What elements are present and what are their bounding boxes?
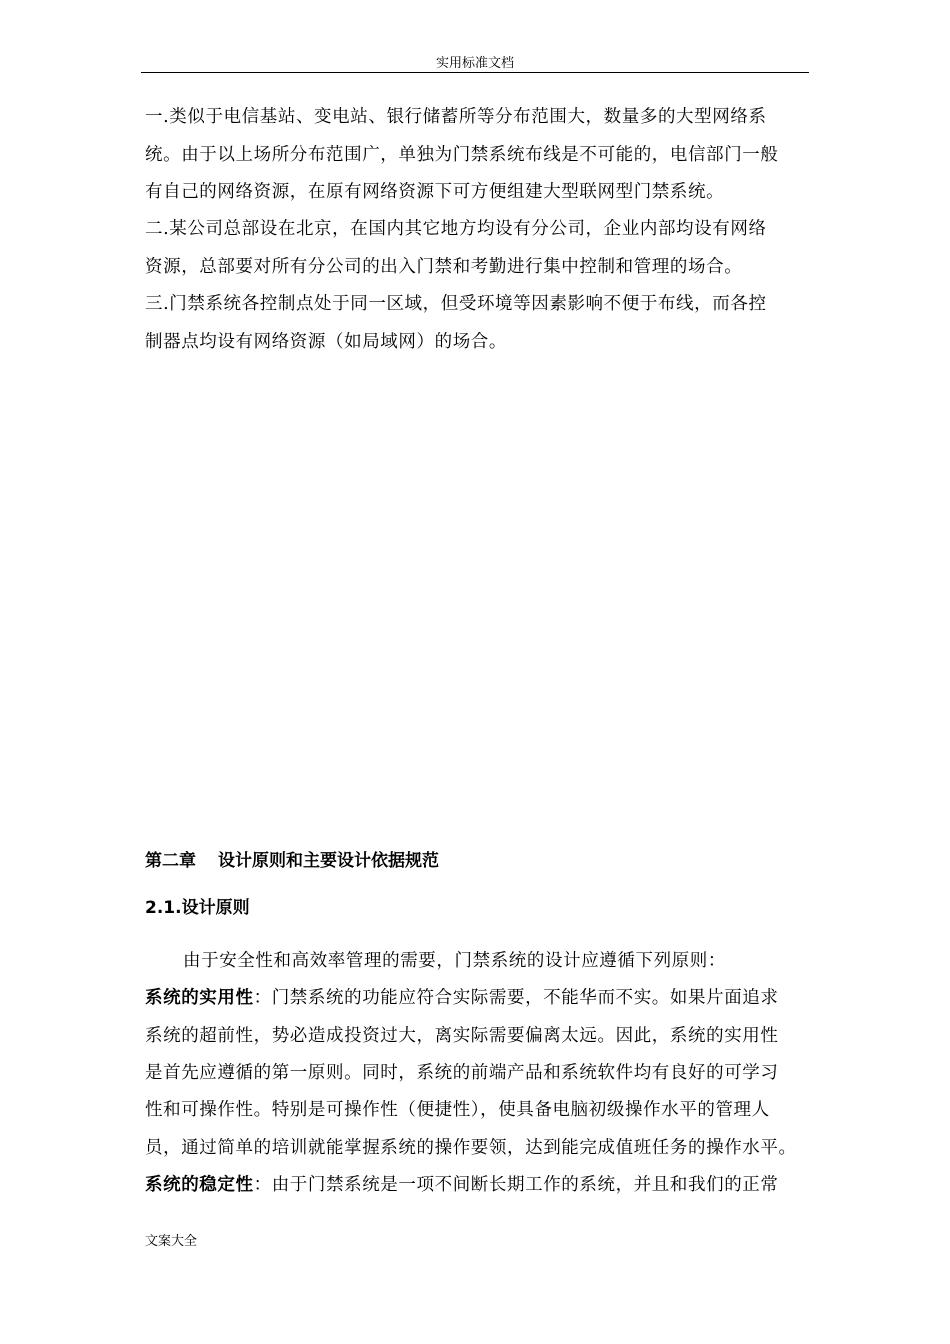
principles-intro: 由于安全性和高效率管理的需要，门禁系统的设计应遵循下列原则： (183, 951, 726, 971)
practicality-line-3: 是首先应遵循的第一原则。同时，系统的前端产品和系统软件均有良好的可学习 (145, 1063, 779, 1083)
practicality-line-2: 系统的超前性，势必造成投资过大，离实际需要偏离太远。因此，系统的实用性 (145, 1026, 779, 1046)
practicality-label: 系统的实用性 (145, 988, 254, 1008)
chapter-number: 第二章 (145, 851, 196, 871)
stability-text: ：由于门禁系统是一项不间断长期工作的系统，并且和我们的正常 (253, 1175, 779, 1195)
chapter-title: 设计原则和主要设计依据规范 (218, 851, 439, 871)
header-rule (141, 72, 809, 73)
stability-paragraph-first-line (145, 1174, 825, 1196)
intro-line-1: 一.类似于电信基站、变电站、银行储蓄所等分布范围大，数量多的大型网络系 (145, 107, 767, 127)
intro-line-6: 三.门禁系统各控制点处于同一区域，但受环境等因素影响不便于布线，而各控 (145, 294, 767, 314)
section-heading: 2.1.设计原则 (145, 898, 250, 918)
chapter-heading (145, 850, 439, 872)
practicality-line-4: 性和可操作性。特别是可操作性（便捷性），使具备电脑初级操作水平的管理人 (145, 1100, 770, 1120)
intro-line-3: 有自己的网络资源，在原有网络资源下可方便组建大型联网型门禁系统。 (145, 182, 725, 202)
intro-line-4: 二.某公司总部设在北京，在国内其它地方均设有分公司，企业内部均设有网络 (145, 219, 767, 239)
intro-line-7: 制器点均设有网络资源（如局域网）的场合。 (145, 332, 507, 352)
practicality-line-5: 员，通过简单的培训就能掌握系统的操作要领，达到能完成值班任务的操作水平。 (145, 1138, 797, 1158)
page-header: 实用标准文档 (435, 56, 514, 71)
intro-line-5: 资源，总部要对所有分公司的出入门禁和考勤进行集中控制和管理的场合。 (145, 257, 743, 277)
page-footer: 文案大全 (145, 1234, 198, 1249)
practicality-paragraph-first-line (145, 987, 825, 1009)
practicality-text: ：门禁系统的功能应符合实际需要，不能华而不实。如果片面追求 (253, 988, 779, 1008)
intro-line-2: 统。由于以上场所分布范围广，单独为门禁系统布线是不可能的，电信部门一般 (145, 145, 779, 165)
stability-label: 系统的稳定性 (145, 1175, 254, 1195)
